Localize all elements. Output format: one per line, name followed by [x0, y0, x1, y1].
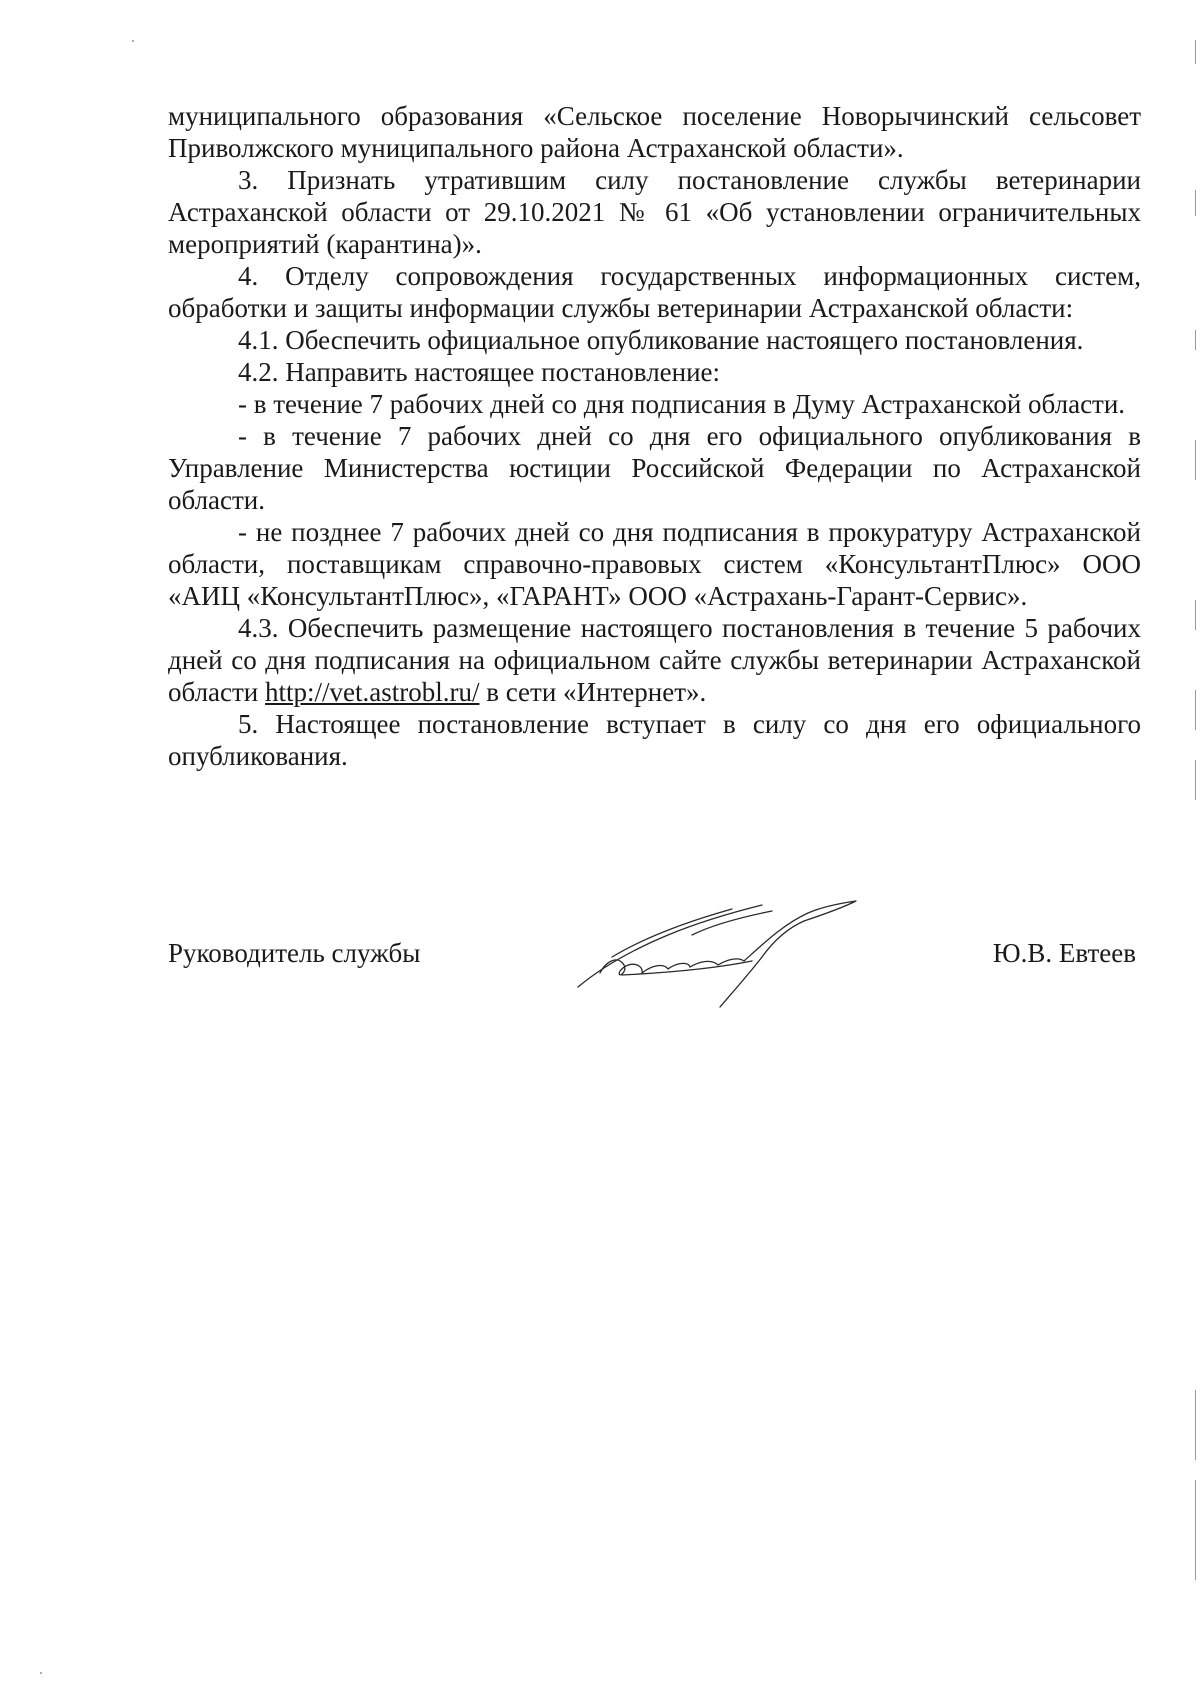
- signer-name: Ю.В. Евтеев: [992, 938, 1136, 968]
- paragraph-item-3: 3. Признать утратившим силу постановление службы ветеринарии Астраханской области от 29.10.2021 № 61 «Об установлении ограничительных мероприятий (карантина)».: [168, 165, 1141, 259]
- handwritten-signature: [572, 895, 862, 1010]
- paragraph-item-4-3: [168, 612, 1141, 708]
- scan-dot: [132, 40, 134, 42]
- website-link[interactable]: http://vet.astrobl.ru/: [265, 677, 480, 707]
- paragraph-dash-duma: - в течение 7 рабочих дней со дня подписания в Думу Астраханской области.: [238, 389, 1126, 419]
- paragraph-dash-prosecutor: - не позднее 7 рабочих дней со дня подписания в прокуратуру Астраханской области, поставщикам справочно-правовых систем «КонсультантПлюс» ООО «АИЦ «КонсультантПлюс», «ГАРАНТ» ООО «Астрахань-Гарант-Сервис».: [168, 517, 1141, 611]
- paragraph-item-4-1: 4.1. Обеспечить официальное опубликование настоящего постановления.: [238, 325, 1084, 355]
- document-body: [168, 100, 1141, 772]
- scan-dot: [40, 1672, 42, 1674]
- paragraph-dash-justice: - в течение 7 рабочих дней со дня его официального опубликования в Управление Министерства юстиции Российской Федерации по Астраханской области.: [168, 421, 1141, 515]
- item-4-3-text: 4.3. Обеспечить размещение настоящего постановления в течение 5 рабочих дней со дня подписания на официальном сайте службы ветеринарии Астраханской области: [168, 613, 1141, 707]
- paragraph-continuation: муниципального образования «Сельское поселение Новорычинский сельсовет Приволжского муниципального района Астраханской области».: [168, 101, 1141, 163]
- item-4-3-tail: в сети «Интернет».: [479, 677, 707, 707]
- paragraph-item-4: 4. Отделу сопровождения государственных информационных систем, обработки и защиты информации службы ветеринарии Астраханской области:: [168, 261, 1141, 323]
- signer-title: Руководитель службы: [168, 938, 421, 968]
- scan-edge-marks: [1192, 0, 1200, 1686]
- paragraph-item-5: 5. Настоящее постановление вступает в силу со дня его официального опубликования.: [168, 709, 1141, 771]
- paragraph-item-4-2: 4.2. Направить настоящее постановление:: [238, 357, 721, 387]
